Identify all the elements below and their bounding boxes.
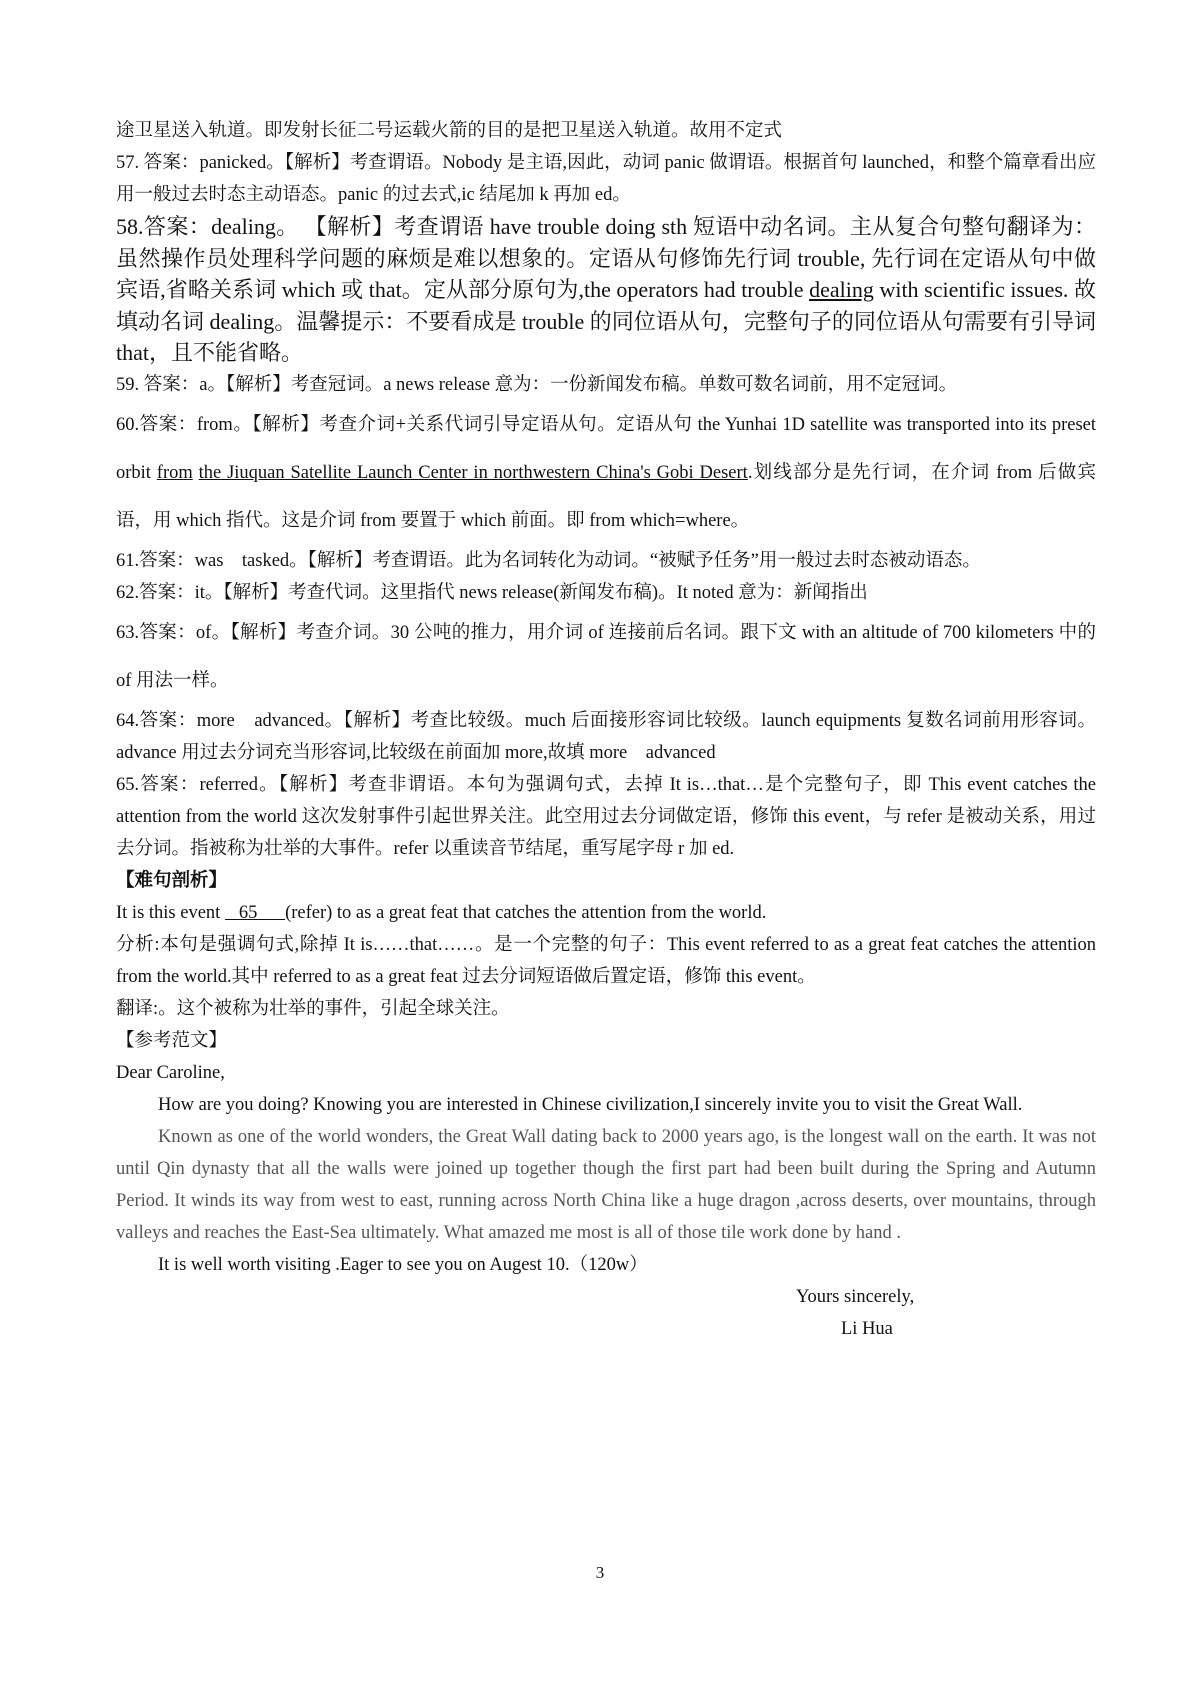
answer-58-text-b: with scientific issues. 故填动名词 dealing。温馨提示：不要看成是 trouble 的同位语从句，完整句子的同位语从句需要有引导词 that，且不能省略。 <box>116 277 1096 365</box>
letter-salutation: Dear Caroline, <box>116 1062 225 1083</box>
answer-60-underlined-from: from <box>156 462 193 483</box>
page-content <box>116 115 1096 1345</box>
answer-59: 59. 答案：a。【解析】考查冠词。a news release 意为：一份新闻发布稿。单数可数名词前，用不定冠词。 <box>116 374 958 395</box>
answer-58-text-a: 58.答案：dealing。 【解析】考查谓语 have trouble doing sth 短语中动名词。主从复合句整句翻译为：虽然操作员处理科学问题的麻烦是难以想象的。定语从句修饰先行词 trouble, 先行词在定语从句中做宾语,省略关系词 which 或 that。定从部分原句为,the operators had trouble <box>116 214 1096 302</box>
answer-65: 65.答案：referred。【解析】考查非谓语。本句为强调句式，去掉 It is…that…是个完整句子，即 This event catches the attention from the world 这次发射事件引起世界关注。此空用过去分词做定语，修饰 this event，与 refer 是被动关系，用过去分词。指被称为壮举的大事件。refer 以重读音节结尾，重写尾字母 r 加 ed. <box>116 774 1096 859</box>
heading-sample-essay: 【参考范文】 <box>116 1030 228 1051</box>
letter-paragraph-1: How are you doing? Knowing you are interested in Chinese civilization,I sincerely invite you to visit the Great Wall. <box>158 1094 1023 1115</box>
answer-64: 64.答案：more advanced。【解析】考查比较级。much 后面接形容词比较级。launch equipments 复数名词前用形容词。advance 用过去分词充当形容词,比较级在前面加 more,故填 more advanced <box>116 710 1096 763</box>
answer-60-text-b: .划线部分是先行词，在介词 from 后做宾语，用 which 指代。这是介词 from 要置于 which 前面。即 from which=where。 <box>116 462 1096 531</box>
answer-58 <box>116 211 1096 369</box>
sentence-analysis: 分析:本句是强调句式,除掉 It is……that……。是一个完整的句子：This event referred to as a great feat catches the attention from the world.其中 referred to as a great feat 过去分词短语做后置定语，修饰 this event。 <box>116 934 1096 987</box>
sentence-translation: 翻译:。这个被称为壮举的事件，引起全球关注。 <box>116 998 510 1019</box>
heading-difficult-sentence: 【难句剖析】 <box>116 870 228 891</box>
difficult-sentence <box>116 897 1096 929</box>
answer-60 <box>116 401 1096 545</box>
continued-line: 途卫星送入轨道。即发射长征二号运载火箭的目的是把卫星送入轨道。故用不定式 <box>116 121 783 141</box>
answer-61: 61.答案：was tasked。【解析】考查谓语。此为名词转化为动词。“被赋予任务”用一般过去时态被动语态。 <box>116 550 981 571</box>
blank-65: 65 <box>224 902 286 923</box>
answer-58-underlined-word: dealing <box>809 277 874 302</box>
difficult-sentence-text-a: It is this event <box>116 902 225 923</box>
page-number: 3 <box>595 1563 605 1582</box>
letter-closing: Yours sincerely, <box>796 1286 915 1307</box>
letter-paragraph-3: It is well worth visiting .Eager to see you on Augest 10.（120w） <box>158 1254 648 1275</box>
letter-paragraph-2: Known as one of the world wonders, the Great Wall dating back to 2000 years ago, is the longest wall on the earth. It was not until Qin dynasty that all the walls were joined up together though the first part had been built during the Spring and Autumn Period. It winds its way from west to east, running across North China like a huge dragon ,across deserts, over mountains, through valleys and reaches the East-Sea ultimately. What amazed me most is all of those tile work done by hand . <box>116 1126 1096 1243</box>
answer-57: 57. 答案：panicked。【解析】考查谓语。Nobody 是主语,因此，动词 panic 做谓语。根据首句 launched，和整个篇章看出应用一般过去时态主动语态。panic 的过去式,ic 结尾加 k 再加 ed。 <box>116 153 1096 205</box>
answer-60-underlined-phrase: the Jiuquan Satellite Launch Center in northwestern China's Gobi Desert <box>198 462 748 483</box>
answer-63: 63.答案：of。【解析】考查介词。30 公吨的推力，用介词 of 连接前后名词。跟下文 with an altitude of 700 kilometers 中的 of 用法一样。 <box>116 622 1096 691</box>
answer-60-text-a: 60.答案：from。【解析】考查介词+关系代词引导定语从句。定语从句 the Yunhai 1D satellite was transported into its preset orbit <box>116 414 1096 483</box>
difficult-sentence-text-b: (refer) to as a great feat that catches the attention from the world. <box>285 902 767 923</box>
letter-signature: Li Hua <box>841 1318 893 1339</box>
answer-62: 62.答案：it。【解析】考查代词。这里指代 news release(新闻发布稿)。It noted 意为：新闻指出 <box>116 582 868 603</box>
